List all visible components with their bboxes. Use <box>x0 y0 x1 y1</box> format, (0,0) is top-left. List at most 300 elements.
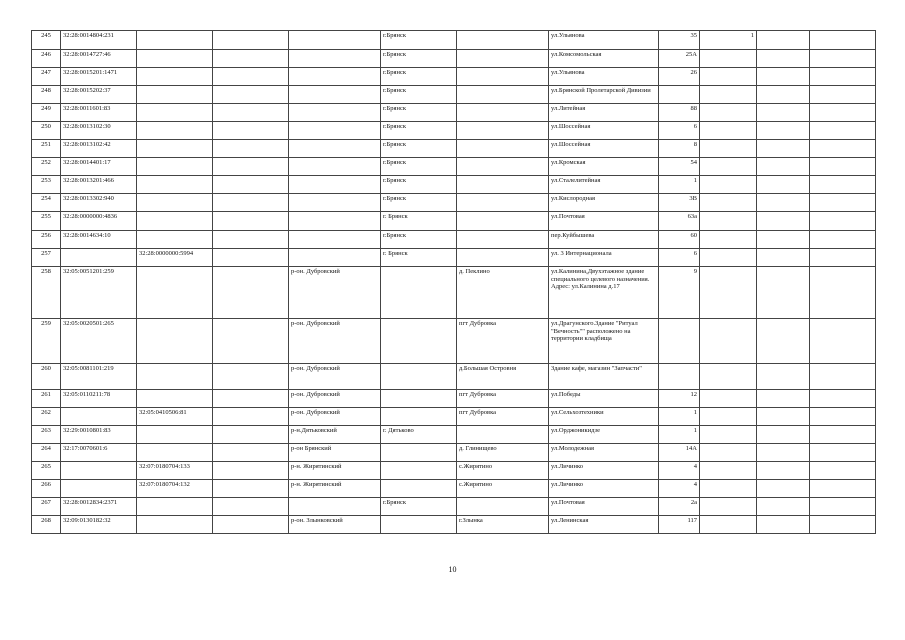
empty-cell <box>810 319 876 364</box>
city-cell: г.Брянск <box>381 194 457 212</box>
address-cell: ул.Литейная <box>549 104 659 122</box>
row-number-cell: 258 <box>32 267 61 319</box>
empty-cell <box>757 194 810 212</box>
empty-cell <box>213 212 289 231</box>
cadastral-number-cell: 32:28:0011601:83 <box>61 104 137 122</box>
property-registry-table <box>31 30 876 534</box>
empty-cell <box>810 31 876 50</box>
empty-cell <box>810 408 876 426</box>
empty-cell <box>757 231 810 249</box>
table-row <box>32 176 876 194</box>
settlement-cell <box>457 122 549 140</box>
extra-cell <box>700 104 757 122</box>
cadastral-number-cell: 32:28:0000000:4836 <box>61 212 137 231</box>
city-cell: г.Брянск <box>381 140 457 158</box>
house-number-cell <box>659 86 700 104</box>
row-number-cell: 246 <box>32 50 61 68</box>
empty-cell <box>213 194 289 212</box>
empty-cell <box>213 158 289 176</box>
address-cell: ул.Драгунского.Здание "Ритуал "Вечность"" расположено на территории кладбища <box>549 319 659 364</box>
empty-cell <box>810 68 876 86</box>
empty-cell <box>213 408 289 426</box>
empty-cell <box>757 267 810 319</box>
city-cell: г.Брянск <box>381 104 457 122</box>
table-row <box>32 462 876 480</box>
empty-cell <box>213 462 289 480</box>
city-cell: г.Брянск <box>381 31 457 50</box>
table-row <box>32 319 876 364</box>
empty-cell <box>757 390 810 408</box>
table-row <box>32 104 876 122</box>
table-row <box>32 267 876 319</box>
district-cell: р-он. Дубровский <box>289 364 381 390</box>
cadastral-number-2-cell <box>137 194 213 212</box>
extra-cell <box>700 122 757 140</box>
address-cell: ул.Личинко <box>549 462 659 480</box>
table-row <box>32 212 876 231</box>
row-number-cell: 256 <box>32 231 61 249</box>
table-row <box>32 249 876 267</box>
empty-cell <box>810 426 876 444</box>
settlement-cell <box>457 86 549 104</box>
table-row <box>32 516 876 534</box>
empty-cell <box>757 31 810 50</box>
address-cell: Здание кафе, магазин "Запчасти" <box>549 364 659 390</box>
table-row <box>32 444 876 462</box>
district-cell <box>289 50 381 68</box>
empty-cell <box>810 140 876 158</box>
cadastral-number-2-cell <box>137 498 213 516</box>
empty-cell <box>810 50 876 68</box>
city-cell <box>381 462 457 480</box>
empty-cell <box>810 444 876 462</box>
table-row <box>32 194 876 212</box>
empty-cell <box>213 122 289 140</box>
cadastral-number-cell: 32:28:0013201:466 <box>61 176 137 194</box>
cadastral-number-cell <box>61 462 137 480</box>
empty-cell <box>810 158 876 176</box>
city-cell <box>381 516 457 534</box>
address-cell: ул.Калинина,Двухэтажное здание специального целевого назначения. Адрес: ул.Калинина д.17 <box>549 267 659 319</box>
settlement-cell <box>457 50 549 68</box>
empty-cell <box>757 319 810 364</box>
empty-cell <box>810 194 876 212</box>
empty-cell <box>757 408 810 426</box>
cadastral-number-cell: 32:28:0013102:42 <box>61 140 137 158</box>
cadastral-number-cell: 32:09:0130182:32 <box>61 516 137 534</box>
house-number-cell: 12 <box>659 390 700 408</box>
settlement-cell <box>457 140 549 158</box>
district-cell <box>289 86 381 104</box>
row-number-cell: 250 <box>32 122 61 140</box>
cadastral-number-2-cell: 32:28:0000000:5994 <box>137 249 213 267</box>
row-number-cell: 265 <box>32 462 61 480</box>
cadastral-number-2-cell <box>137 319 213 364</box>
house-number-cell: 1 <box>659 176 700 194</box>
empty-cell <box>757 444 810 462</box>
cadastral-number-2-cell <box>137 158 213 176</box>
empty-cell <box>213 50 289 68</box>
settlement-cell <box>457 68 549 86</box>
district-cell <box>289 104 381 122</box>
row-number-cell: 253 <box>32 176 61 194</box>
address-cell: ул.Брянской Пролетарской Дивизии <box>549 86 659 104</box>
cadastral-number-cell <box>61 408 137 426</box>
cadastral-number-2-cell <box>137 231 213 249</box>
cadastral-number-cell: 32:05:0081101:219 <box>61 364 137 390</box>
table-row <box>32 86 876 104</box>
empty-cell <box>810 231 876 249</box>
cadastral-number-2-cell <box>137 390 213 408</box>
extra-cell <box>700 516 757 534</box>
cadastral-number-cell: 32:05:0051201:259 <box>61 267 137 319</box>
empty-cell <box>810 462 876 480</box>
address-cell: ул.Почтовая <box>549 498 659 516</box>
empty-cell <box>213 31 289 50</box>
city-cell: г.Брянск <box>381 50 457 68</box>
district-cell <box>289 231 381 249</box>
empty-cell <box>810 212 876 231</box>
city-cell <box>381 408 457 426</box>
district-cell <box>289 122 381 140</box>
cadastral-number-cell: 32:28:0014727:46 <box>61 50 137 68</box>
table-row <box>32 480 876 498</box>
cadastral-number-cell: 32:28:0015202:37 <box>61 86 137 104</box>
table-row <box>32 426 876 444</box>
address-cell: ул.Комсомольская <box>549 50 659 68</box>
row-number-cell: 255 <box>32 212 61 231</box>
empty-cell <box>757 158 810 176</box>
extra-cell <box>700 176 757 194</box>
house-number-cell: 117 <box>659 516 700 534</box>
extra-cell <box>700 68 757 86</box>
row-number-cell: 268 <box>32 516 61 534</box>
row-number-cell: 266 <box>32 480 61 498</box>
empty-cell <box>213 516 289 534</box>
empty-cell <box>757 364 810 390</box>
settlement-cell <box>457 249 549 267</box>
district-cell <box>289 158 381 176</box>
city-cell: г.Брянск <box>381 231 457 249</box>
extra-cell <box>700 319 757 364</box>
address-cell: ул.Сельхозтехники <box>549 408 659 426</box>
empty-cell <box>757 426 810 444</box>
empty-cell <box>757 176 810 194</box>
house-number-cell: 14А <box>659 444 700 462</box>
address-cell: ул.Победы <box>549 390 659 408</box>
extra-cell <box>700 212 757 231</box>
empty-cell <box>213 390 289 408</box>
district-cell: р-он. Дубровский <box>289 408 381 426</box>
cadastral-number-2-cell: 32:07:0180704:133 <box>137 462 213 480</box>
address-cell: ул. 3 Интернационала <box>549 249 659 267</box>
table-row <box>32 140 876 158</box>
empty-cell <box>213 480 289 498</box>
empty-cell <box>757 480 810 498</box>
extra-cell <box>700 267 757 319</box>
settlement-cell: с.Жирятино <box>457 480 549 498</box>
district-cell: р-н.Дятьковский <box>289 426 381 444</box>
cadastral-number-2-cell <box>137 364 213 390</box>
house-number-cell: 54 <box>659 158 700 176</box>
district-cell: р-он. Дубровский <box>289 267 381 319</box>
empty-cell <box>757 462 810 480</box>
district-cell <box>289 140 381 158</box>
cadastral-number-2-cell <box>137 516 213 534</box>
empty-cell <box>213 319 289 364</box>
city-cell: г. Брянск <box>381 249 457 267</box>
house-number-cell <box>659 364 700 390</box>
settlement-cell <box>457 426 549 444</box>
house-number-cell: 1 <box>659 426 700 444</box>
settlement-cell: пгт Дубровка <box>457 319 549 364</box>
empty-cell <box>213 249 289 267</box>
extra-cell <box>700 480 757 498</box>
row-number-cell: 261 <box>32 390 61 408</box>
district-cell: р-он. Дубровский <box>289 319 381 364</box>
empty-cell <box>810 267 876 319</box>
house-number-cell: 88 <box>659 104 700 122</box>
row-number-cell: 263 <box>32 426 61 444</box>
cadastral-number-cell: 32:28:0014634:10 <box>61 231 137 249</box>
district-cell: р-он. Дубровский <box>289 390 381 408</box>
empty-cell <box>213 444 289 462</box>
city-cell: г.Брянск <box>381 122 457 140</box>
cadastral-number-2-cell <box>137 50 213 68</box>
cadastral-number-cell <box>61 480 137 498</box>
house-number-cell: 25А <box>659 50 700 68</box>
table-row <box>32 498 876 516</box>
empty-cell <box>757 104 810 122</box>
cadastral-number-2-cell <box>137 104 213 122</box>
empty-cell <box>213 86 289 104</box>
district-cell: р-н. Жирятинский <box>289 462 381 480</box>
settlement-cell <box>457 31 549 50</box>
address-cell: пер.Куйбышева <box>549 231 659 249</box>
empty-cell <box>213 364 289 390</box>
table-row <box>32 50 876 68</box>
empty-cell <box>757 498 810 516</box>
cadastral-number-2-cell: 32:05:0410506:81 <box>137 408 213 426</box>
settlement-cell <box>457 176 549 194</box>
city-cell: г.Брянск <box>381 158 457 176</box>
cadastral-number-cell: 32:28:0013302:940 <box>61 194 137 212</box>
row-number-cell: 259 <box>32 319 61 364</box>
settlement-cell <box>457 231 549 249</box>
cadastral-number-2-cell <box>137 176 213 194</box>
house-number-cell: 60 <box>659 231 700 249</box>
city-cell: г.Брянск <box>381 86 457 104</box>
district-cell <box>289 194 381 212</box>
empty-cell <box>213 176 289 194</box>
house-number-cell: 4 <box>659 480 700 498</box>
empty-cell <box>213 498 289 516</box>
empty-cell <box>810 176 876 194</box>
row-number-cell: 264 <box>32 444 61 462</box>
table-row <box>32 122 876 140</box>
address-cell: ул.Ульянова <box>549 68 659 86</box>
address-cell: ул.Кислородная <box>549 194 659 212</box>
cadastral-number-cell: 32:28:0014804:231 <box>61 31 137 50</box>
city-cell: г.Брянск <box>381 68 457 86</box>
city-cell <box>381 444 457 462</box>
extra-cell <box>700 462 757 480</box>
settlement-cell <box>457 104 549 122</box>
settlement-cell <box>457 194 549 212</box>
empty-cell <box>757 86 810 104</box>
address-cell: ул.Молодежная <box>549 444 659 462</box>
row-number-cell: 251 <box>32 140 61 158</box>
settlement-cell: г.Злынка <box>457 516 549 534</box>
city-cell <box>381 319 457 364</box>
house-number-cell: 3В <box>659 194 700 212</box>
extra-cell <box>700 364 757 390</box>
extra-cell: 1 <box>700 31 757 50</box>
empty-cell <box>810 480 876 498</box>
row-number-cell: 245 <box>32 31 61 50</box>
city-cell: г.Брянск <box>381 176 457 194</box>
district-cell <box>289 212 381 231</box>
cadastral-number-2-cell <box>137 140 213 158</box>
extra-cell <box>700 194 757 212</box>
empty-cell <box>213 267 289 319</box>
city-cell <box>381 267 457 319</box>
district-cell <box>289 68 381 86</box>
cadastral-number-2-cell <box>137 444 213 462</box>
row-number-cell: 254 <box>32 194 61 212</box>
empty-cell <box>757 122 810 140</box>
table-row <box>32 364 876 390</box>
empty-cell <box>810 516 876 534</box>
empty-cell <box>810 390 876 408</box>
row-number-cell: 267 <box>32 498 61 516</box>
cadastral-number-2-cell: 32:07:0180704:132 <box>137 480 213 498</box>
city-cell <box>381 480 457 498</box>
city-cell <box>381 364 457 390</box>
row-number-cell: 249 <box>32 104 61 122</box>
row-number-cell: 247 <box>32 68 61 86</box>
address-cell: ул.Почтовая <box>549 212 659 231</box>
settlement-cell: с.Жирятино <box>457 462 549 480</box>
house-number-cell: 1 <box>659 408 700 426</box>
extra-cell <box>700 86 757 104</box>
empty-cell <box>213 426 289 444</box>
extra-cell <box>700 140 757 158</box>
house-number-cell: 2а <box>659 498 700 516</box>
address-cell: ул.Шоссейная <box>549 122 659 140</box>
cadastral-number-cell: 32:28:0012834:2371 <box>61 498 137 516</box>
table-row <box>32 68 876 86</box>
empty-cell <box>810 104 876 122</box>
cadastral-number-2-cell <box>137 267 213 319</box>
cadastral-number-cell: 32:05:0110211:78 <box>61 390 137 408</box>
row-number-cell: 248 <box>32 86 61 104</box>
page-number: 10 <box>448 565 457 574</box>
extra-cell <box>700 50 757 68</box>
settlement-cell <box>457 498 549 516</box>
empty-cell <box>810 86 876 104</box>
district-cell <box>289 249 381 267</box>
empty-cell <box>757 140 810 158</box>
district-cell <box>289 176 381 194</box>
address-cell: ул.Ульянова <box>549 31 659 50</box>
settlement-cell: пгт Дубровка <box>457 408 549 426</box>
house-number-cell: 35 <box>659 31 700 50</box>
empty-cell <box>810 122 876 140</box>
empty-cell <box>213 68 289 86</box>
address-cell: ул.Орджоникидзе <box>549 426 659 444</box>
house-number-cell: 26 <box>659 68 700 86</box>
settlement-cell <box>457 212 549 231</box>
house-number-cell: 6 <box>659 249 700 267</box>
city-cell: г. Брянск <box>381 212 457 231</box>
empty-cell <box>757 212 810 231</box>
address-cell: ул.Личинко <box>549 480 659 498</box>
settlement-cell <box>457 158 549 176</box>
empty-cell <box>213 104 289 122</box>
cadastral-number-cell: 32:05:0020501:265 <box>61 319 137 364</box>
address-cell: ул.Сталелитейная <box>549 176 659 194</box>
house-number-cell: 9 <box>659 267 700 319</box>
city-cell: г.Брянск <box>381 498 457 516</box>
house-number-cell <box>659 319 700 364</box>
settlement-cell: д. Пеклино <box>457 267 549 319</box>
extra-cell <box>700 249 757 267</box>
row-number-cell: 260 <box>32 364 61 390</box>
cadastral-number-2-cell <box>137 426 213 444</box>
empty-cell <box>213 140 289 158</box>
empty-cell <box>757 516 810 534</box>
address-cell: ул.Кромская <box>549 158 659 176</box>
row-number-cell: 252 <box>32 158 61 176</box>
table-body <box>32 31 876 534</box>
empty-cell <box>757 50 810 68</box>
cadastral-number-2-cell <box>137 68 213 86</box>
cadastral-number-2-cell <box>137 212 213 231</box>
district-cell <box>289 498 381 516</box>
district-cell <box>289 31 381 50</box>
address-cell: ул.Ленинская <box>549 516 659 534</box>
settlement-cell: д.Большая Островня <box>457 364 549 390</box>
empty-cell <box>757 68 810 86</box>
extra-cell <box>700 231 757 249</box>
district-cell: р-он Брянский <box>289 444 381 462</box>
empty-cell <box>810 364 876 390</box>
settlement-cell: пгт Дубровка <box>457 390 549 408</box>
extra-cell <box>700 426 757 444</box>
extra-cell <box>700 390 757 408</box>
cadastral-number-2-cell <box>137 86 213 104</box>
cadastral-number-2-cell <box>137 31 213 50</box>
district-cell: р-н. Жирятинский <box>289 480 381 498</box>
settlement-cell: д. Глинищево <box>457 444 549 462</box>
cadastral-number-cell: 32:28:0013102:30 <box>61 122 137 140</box>
table-row <box>32 231 876 249</box>
house-number-cell: 63а <box>659 212 700 231</box>
extra-cell <box>700 444 757 462</box>
cadastral-number-2-cell <box>137 122 213 140</box>
extra-cell <box>700 498 757 516</box>
row-number-cell: 262 <box>32 408 61 426</box>
empty-cell <box>810 498 876 516</box>
city-cell <box>381 390 457 408</box>
table-row <box>32 390 876 408</box>
city-cell: г. Дятьково <box>381 426 457 444</box>
row-number-cell: 257 <box>32 249 61 267</box>
empty-cell <box>810 249 876 267</box>
cadastral-number-cell: 32:28:0014401:17 <box>61 158 137 176</box>
extra-cell <box>700 158 757 176</box>
